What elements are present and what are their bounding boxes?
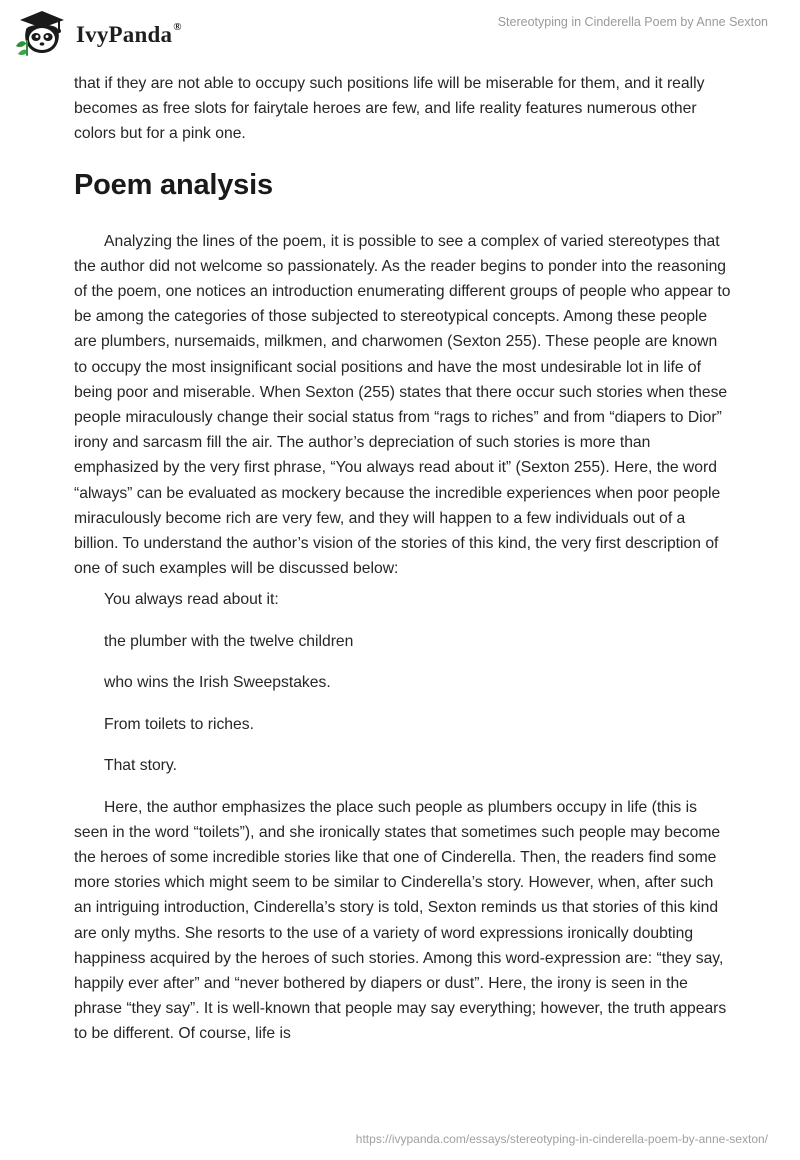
source-url-link[interactable]: https://ivypanda.com/essays/stereotyping-in-cinderella-poem-by-anne-sexton/ [355,1132,768,1146]
intro-paragraph: that if they are not able to occupy such positions life will be miserable for them, and it really becomes as free slots for fairytale heroes are few, and life reality features numerous other colors but for a pink one. [74,75,705,143]
panda-graduate-icon [14,8,70,58]
quote-line: From toilets to riches. [104,715,254,733]
analysis-paragraph-2: Here, the author emphasizes the place such people as plumbers occupy in life (this is seen in the word “toilets”), and she ironically states that sometimes such people may become the heroes of some incredible stories like that one of Cinderella. Then, the readers find some more stories which might seem to be similar to Cinderella’s story. However, when, after such an intriguing introduction, Cinderella’s story is told, Sexton reminds us that stories of this kind are only myths. She resorts to the use of a variety of word expressions ironically doubting happiness acquired by the heroes of such stories. Among this word-expression are: “they say, happily ever after” and “never bothered by diapers or dust”. Here, the irony is seen in the phrase “they say”. It is well-known that people may say everything; however, the truth appears to be different. Of course, life is [74,798,727,1043]
quote-line: who wins the Irish Sweepstakes. [104,674,331,692]
logo-wordmark: IvyPanda® [76,21,182,47]
registered-mark: ® [173,21,182,34]
quote-line: You always read about it: [104,591,279,609]
section-heading: Poem analysis [74,168,273,201]
page-header [0,0,800,64]
essay-body [74,71,734,1047]
quote-line: That story. [104,757,177,775]
quote-line: the plumber with the twelve children [104,632,354,650]
analysis-paragraph-1: Analyzing the lines of the poem, it is possible to see a complex of varied stereotypes that the author did not welcome so passionately. As the reader begins to ponder into the reasoning of the poem, one notices an introduction enumerating different groups of people who appear to be among the categories of those subjected to stereotypical concepts. Among these people are plumbers, nursemaids, milkmen, and charwomen (Sexton 255). These people are known to occupy the most insignificant social positions and have the most undesirable lot in life of being poor and miserable. When Sexton (255) states that there occur such stories when these people miraculously change their social status from “rags to riches” and from “diapers to Dior” irony and sarcasm fill the air. The author’s depreciation of such stories is more than emphasized by the very first phrase, “You always read about it” (Sexton 255). Here, the word “always” can be evaluated as mockery because the incredible experiences when poor people miraculously become rich are very few, and they will happen to a few individuals out of a billion. To understand the author’s vision of the stories of this kind, the very first description of one of such examples will be discussed below: [74,232,731,578]
document-title: Stereotyping in Cinderella Poem by Anne Sexton [497,15,768,29]
ivypanda-logo[interactable] [14,8,182,58]
